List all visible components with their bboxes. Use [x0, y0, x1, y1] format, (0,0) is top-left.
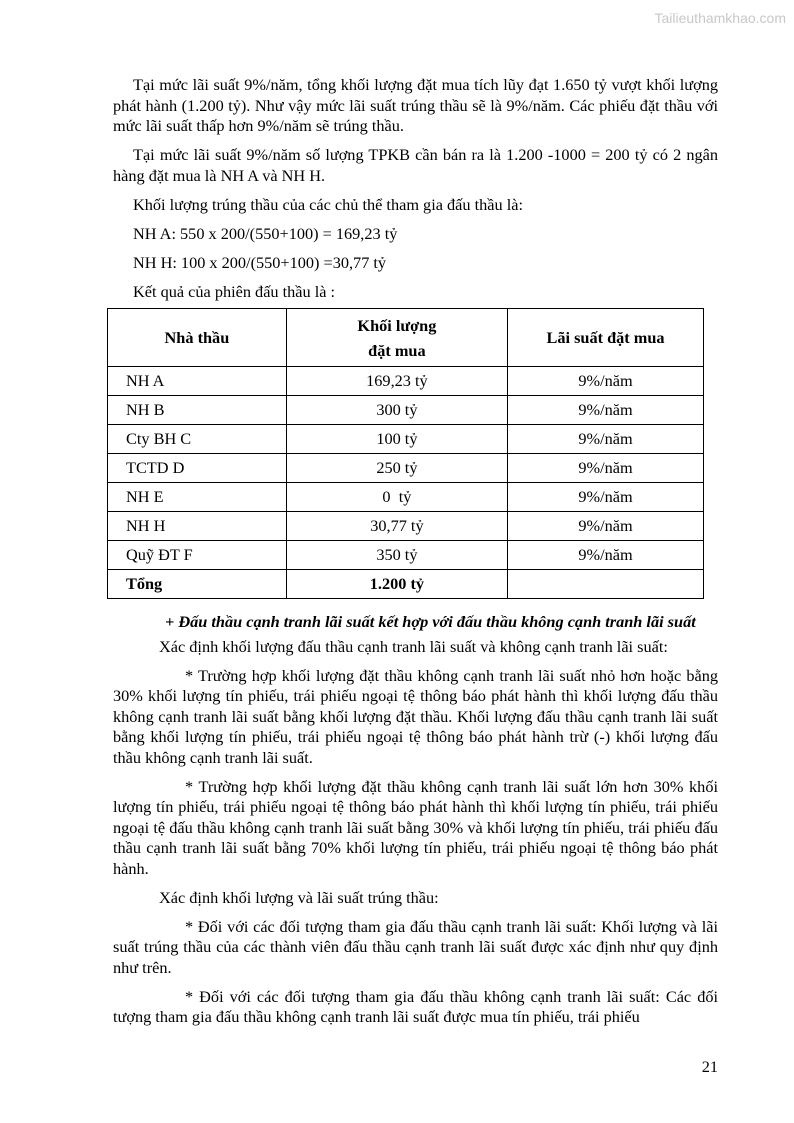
- header-volume-line2: đặt mua: [368, 340, 426, 360]
- table-row: [108, 425, 704, 454]
- cell-volume: 350 tỷ: [286, 541, 507, 570]
- paragraph-winning-volume-intro: Khối lượng trúng thầu của các chủ thể tham gia đấu thầu là:: [133, 194, 523, 214]
- cell-volume: 250 tỷ: [286, 454, 507, 483]
- cell-bidder: NH A: [108, 367, 287, 396]
- table-row: [108, 396, 704, 425]
- cell-total-volume: 1.200 tỷ: [286, 570, 507, 599]
- table-row: [108, 512, 704, 541]
- paragraph-auction-rate: Tại mức lãi suất 9%/năm, tổng khối lượng đặt mua tích lũy đạt 1.650 tỷ vượt khối lượng phát hành (1.200 tỷ). Như vậy mức lãi suất trúng thầu sẽ là 9%/năm. Các phiếu đặt thầu với mức lãi suất thấp hơn 9%/năm sẽ trúng thầu.: [113, 75, 718, 135]
- cell-rate: 9%/năm: [508, 367, 704, 396]
- cell-volume: 0 tỷ: [286, 483, 507, 512]
- cell-rate: 9%/năm: [508, 425, 704, 454]
- cell-total-label: Tổng: [108, 570, 287, 599]
- cell-volume: 30,77 tỷ: [286, 512, 507, 541]
- table-row: [108, 454, 704, 483]
- cell-rate: 9%/năm: [508, 541, 704, 570]
- header-volume: [286, 309, 507, 367]
- header-volume-line1: Khối lượng: [357, 315, 437, 335]
- watermark: Tailieuthamkhao.com: [654, 10, 786, 26]
- table-row: [108, 541, 704, 570]
- paragraph-determine-volume: Xác định khối lượng đấu thầu cạnh tranh lãi suất và không cạnh tranh lãi suất:: [159, 636, 668, 656]
- formula-nh-a: NH A: 550 x 200/(550+100) = 169,23 tỷ: [133, 223, 398, 243]
- header-bidder: Nhà thầu: [108, 309, 287, 367]
- cell-rate: 9%/năm: [508, 454, 704, 483]
- table-row: [108, 483, 704, 512]
- page-content: [113, 75, 718, 1028]
- cell-bidder: Cty BH C: [108, 425, 287, 454]
- paragraph-competitive: * Đối với các đối tượng tham gia đấu thầu cạnh tranh lãi suất: Khối lượng và lãi suất trúng thầu của các thành viên đấu thầu cạnh tranh lãi suất được xác định như quy định như trên.: [113, 916, 718, 977]
- paragraph-case-under-30: * Trường hợp khối lượng đặt thầu không cạnh tranh lãi suất nhỏ hơn hoặc bằng 30% khối lượng tín phiếu, trái phiếu ngoại tệ thông báo phát hành thì khối lượng đấu thầu không cạnh tranh lãi suất bằng khối lượng đặt thầu. Khối lượng đấu thầu cạnh tranh lãi suất bằng khối lượng tín phiếu, trái phiếu ngoại tệ thông báo phát hành trừ (-) khối lượng đấu thầu không cạnh tranh lãi suất.: [113, 665, 718, 767]
- cell-total-rate: [508, 570, 704, 599]
- cell-rate: 9%/năm: [508, 396, 704, 425]
- cell-bidder: NH H: [108, 512, 287, 541]
- cell-volume: 100 tỷ: [286, 425, 507, 454]
- cell-volume: 300 tỷ: [286, 396, 507, 425]
- cell-bidder: NH E: [108, 483, 287, 512]
- cell-bidder: Quỹ ĐT F: [108, 541, 287, 570]
- table-row: [108, 367, 704, 396]
- paragraph-determine-winning: Xác định khối lượng và lãi suất trúng thầu:: [159, 887, 439, 907]
- cell-rate: 9%/năm: [508, 512, 704, 541]
- paragraph-bonds-to-sell: Tại mức lãi suất 9%/năm số lượng TPKB cần bán ra là 1.200 -1000 = 200 tỷ có 2 ngân hàng đặt mua là NH A và NH H.: [113, 145, 718, 185]
- auction-result-table: [107, 308, 704, 599]
- paragraph-case-over-30: * Trường hợp khối lượng đặt thầu không cạnh tranh lãi suất lớn hơn 30% khối lượng tín phiếu, trái phiếu ngoại tệ thông báo phát hành thì khối lượng tín phiếu, trái phiếu ngoại tệ đấu thầu không cạnh tranh lãi suất bằng 30% và khối lượng tín phiếu, trái phiếu đấu thầu cạnh tranh lãi suất bằng 70% khối lượng tín phiếu, trái phiếu ngoại tệ thông báo phát hành.: [113, 776, 718, 878]
- table-total-row: [108, 570, 704, 599]
- formula-nh-h: NH H: 100 x 200/(550+100) =30,77 tỷ: [133, 252, 387, 272]
- cell-bidder: NH B: [108, 396, 287, 425]
- header-rate: Lãi suất đặt mua: [508, 309, 704, 367]
- table-header-row: [108, 309, 704, 367]
- cell-bidder: TCTD D: [108, 454, 287, 483]
- section-heading: + Đấu thầu cạnh tranh lãi suất kết hợp với đấu thầu không cạnh tranh lãi suất: [165, 612, 696, 631]
- paragraph-non-competitive: * Đối với các đối tượng tham gia đấu thầu không cạnh tranh lãi suất: Các đối tượng tham gia đấu thầu không cạnh tranh lãi suất được mua tín phiếu, trái phiếu: [113, 986, 718, 1026]
- cell-rate: 9%/năm: [508, 483, 704, 512]
- page-number: 21: [701, 1057, 718, 1076]
- cell-volume: 169,23 tỷ: [286, 367, 507, 396]
- paragraph-result-intro: Kết quả của phiên đấu thầu là :: [133, 281, 336, 301]
